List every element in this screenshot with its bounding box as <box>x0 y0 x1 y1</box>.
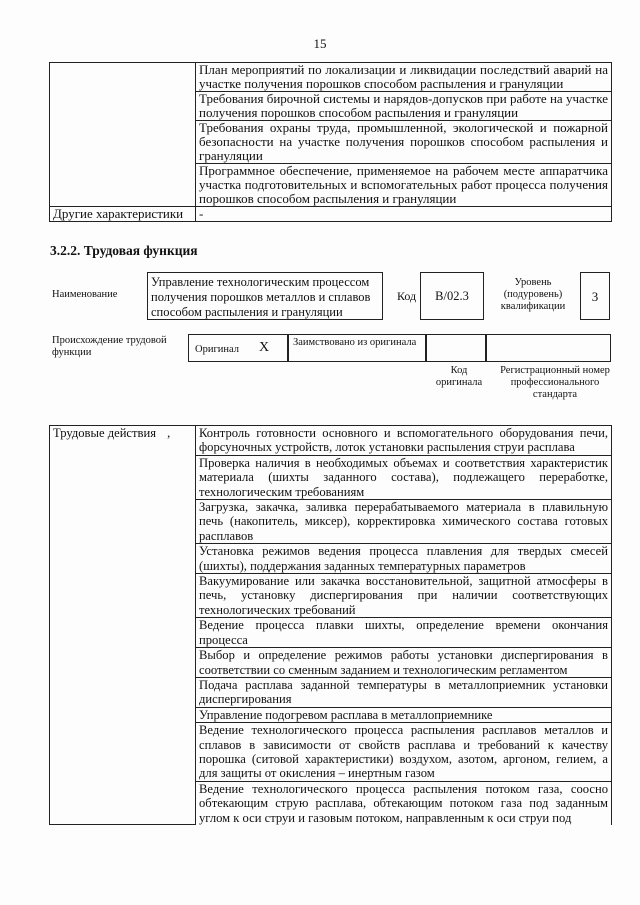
other-characteristics-value: - <box>196 207 612 222</box>
section-heading: 3.2.2. Трудовая функция <box>50 243 198 258</box>
code-original-caption: Код оригинала <box>435 365 483 388</box>
table-row: Выбор и определение режимов работы установки диспергирования в соответствии со сменным заданием и технологическим регламентом <box>196 648 612 678</box>
table-row: План мероприятий по локализации и ликвидации последствий аварий на участке получения порошков способом распыления и грануляции <box>196 63 612 92</box>
table-row: Управление подогревом расплава в металлоприемнике <box>196 707 612 722</box>
actions-mark: , <box>167 426 171 440</box>
original-mark: X <box>259 340 270 355</box>
page-number: 15 <box>313 36 327 51</box>
table-row: Подача расплава заданной температуры в металлоприемник установки диспергирования <box>196 677 612 707</box>
function-name-box: Управление технологическим процессом получения порошков металлов и сплавов способом распыления и грануляции <box>147 272 383 320</box>
table-row: Требования бирочной системы и нарядов-допусков при работе на участке получения порошков способом распыления и грануляции <box>196 92 612 121</box>
code-label: Код <box>397 289 417 303</box>
table-row: Загрузка, закачка, заливка перерабатываемого материала в плавильную печь (накопитель, миксер), корректировка химического состава готовых расплавов <box>196 500 612 544</box>
actions-label: Трудовые действия <box>53 426 157 440</box>
level-value-box: 3 <box>580 272 610 320</box>
origin-label: Происхождение трудовой функции <box>52 335 167 358</box>
table-row: Ведение процесса плавки шихты, определение времени окончания процесса <box>196 618 612 648</box>
borrowed-label: Заимствовано из оригинала <box>293 337 417 348</box>
table-row: Требования охраны труда, промышленной, экологической и пожарной безопасности на участке получения порошков способом распыления и грануляции <box>196 121 612 164</box>
original-code-cell <box>426 334 486 362</box>
borrowed-cell <box>288 334 426 362</box>
code-value-box: В/02.3 <box>420 272 484 320</box>
reg-number-cell <box>486 334 611 362</box>
table-row: Проверка наличия в необходимых объемах и соответствия характеристик материала (шихты заданного состава), подлежащего переработке, технологическим требованиям <box>196 455 612 499</box>
table-row: Установка режимов ведения процесса плавления для твердых смесей (шихты), поддержания заданных температурных параметров <box>196 544 612 574</box>
table-row: Вакуумирование или закачка восстановительной, защитной атмосферы в печь, установку диспергирования при наличии соответствующих технологических требований <box>196 574 612 618</box>
empty-label-cell <box>50 63 196 207</box>
table-row: Ведение технологического процесса распыления расплавов металлов и сплавов в зависимости от свойств расплава и требований к качеству порошка (ситовой характеристики) воздухом, азотом, аргоном, гелием, а для защиты от окисления – инертным газом <box>196 723 612 782</box>
actions-label-cell <box>50 426 196 825</box>
origin-row <box>188 334 611 362</box>
knowledge-table <box>49 62 612 222</box>
other-characteristics-label: Другие характеристики <box>50 207 196 222</box>
table-row: Контроль готовности основного и вспомогательного оборудования печи, форсуночных устройств, лоток установки распыления струи расплава <box>196 426 612 456</box>
level-label: Уровень (подуровень) квалификации <box>500 277 566 312</box>
name-label: Наименование <box>52 289 118 300</box>
original-label: Оригинал <box>195 344 239 355</box>
reg-number-caption: Регистрационный номер профессионального стандарта <box>500 365 610 400</box>
table-row: Ведение технологического процесса распыления потоком газа, соосно обтекающим струю расплава, обтекающим потоком газа под заданным углом к оси струи и газовым потоком, направленным к оси струи под <box>196 781 612 825</box>
actions-table <box>49 425 612 825</box>
original-cell <box>188 334 288 362</box>
table-row: Программное обеспечение, применяемое на рабочем месте аппаратчика участка подготовительных и вспомогательных работ процесса получения порошков способом распыления и грануляции <box>196 164 612 207</box>
